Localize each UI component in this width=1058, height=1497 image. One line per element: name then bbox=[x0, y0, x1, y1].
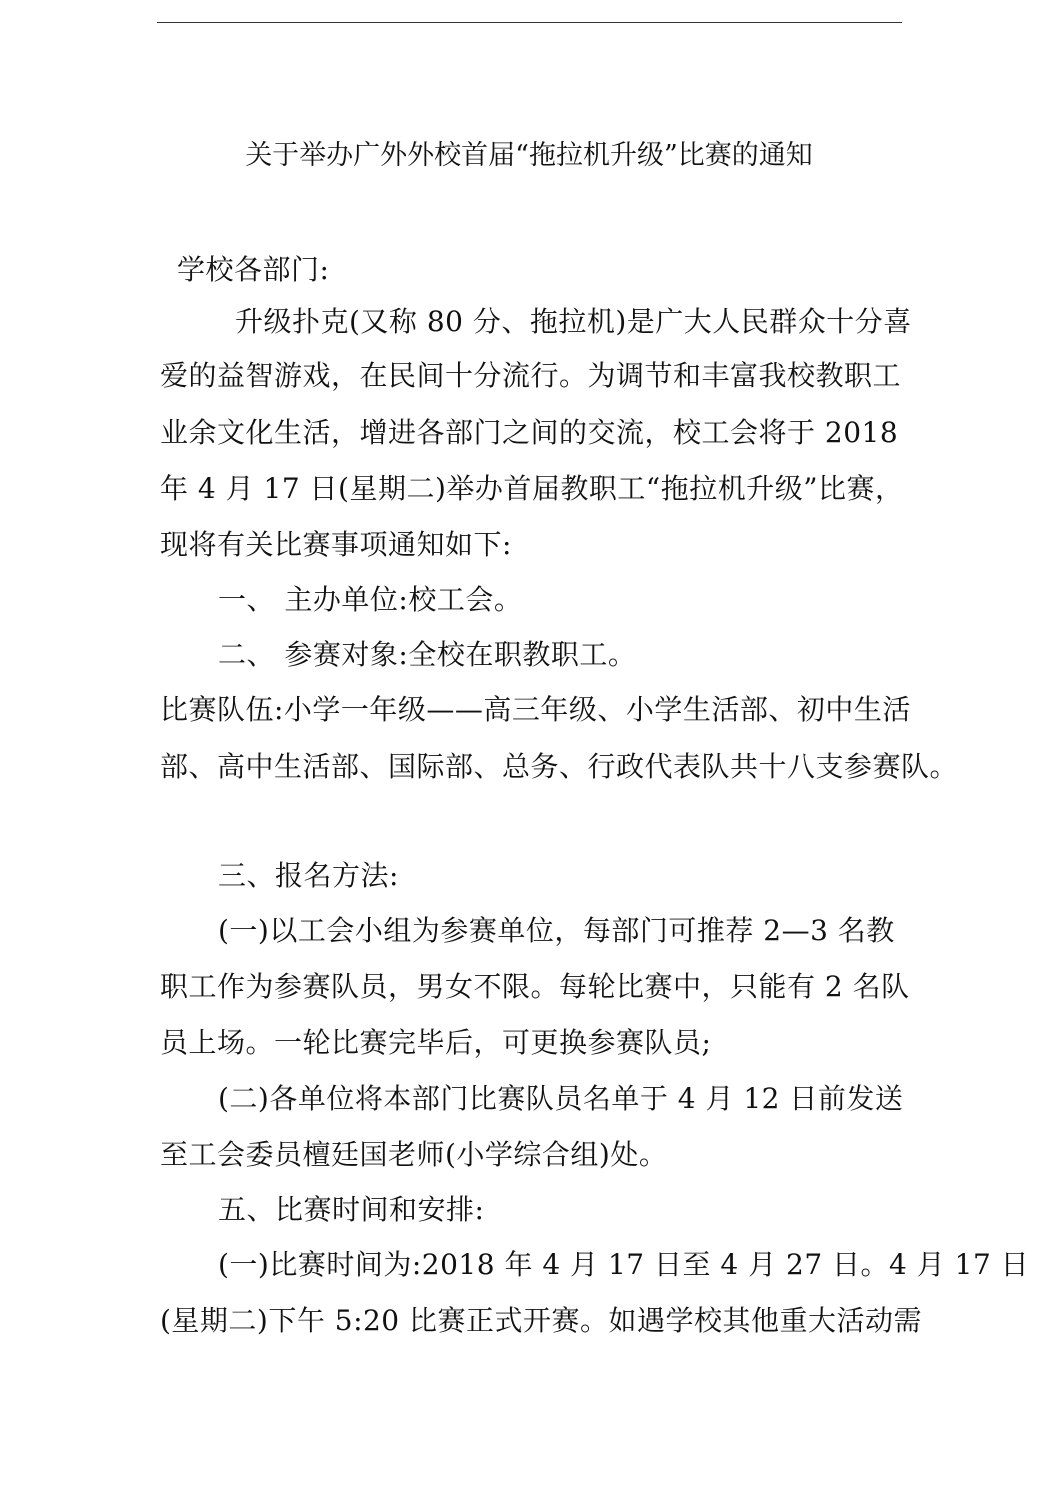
body-line-reg-3: 员上场。一轮比赛完毕后，可更换参赛队员; bbox=[160, 1026, 712, 1059]
section-participants: 二、 参赛对象:全校在职教职工。 bbox=[218, 638, 637, 671]
body-line-3: 业余文化生活，增进各部门之间的交流，校工会将于 2018 bbox=[160, 416, 899, 449]
section-schedule: 五、比赛时间和安排: bbox=[218, 1193, 485, 1226]
body-line-1: 升级扑克(又称 80 分、拖拉机)是广大人民群众十分喜 bbox=[235, 305, 912, 338]
body-line-sched-1: (一)比赛时间为:2018 年 4 月 17 日至 4 月 27 日。4 月 17 日 bbox=[218, 1248, 1030, 1281]
body-line-4: 年 4 月 17 日(星期二)举办首届教职工“拖拉机升级”比赛， bbox=[160, 472, 904, 505]
section-registration: 三、报名方法: bbox=[218, 859, 399, 892]
header-rule bbox=[157, 22, 902, 23]
salutation: 学校各部门: bbox=[177, 253, 330, 286]
body-line-5: 现将有关比赛事项通知如下: bbox=[160, 528, 512, 561]
section-organizer: 一、 主办单位:校工会。 bbox=[218, 583, 523, 616]
document-title: 关于举办广外外校首届“拖拉机升级”比赛的通知 bbox=[245, 140, 813, 171]
body-line-reg-2: 职工作为参赛队员，男女不限。每轮比赛中，只能有 2 名队 bbox=[160, 970, 910, 1003]
body-line-reg-4: (二)各单位将本部门比赛队员名单于 4 月 12 日前发送 bbox=[218, 1082, 904, 1115]
body-line-2: 爱的益智游戏，在民间十分流行。为调节和丰富我校教职工 bbox=[160, 359, 902, 392]
body-line-reg-5: 至工会委员檀廷国老师(小学综合组)处。 bbox=[160, 1138, 668, 1171]
body-line-reg-1: (一)以工会小组为参赛单位，每部门可推荐 2—3 名教 bbox=[218, 914, 895, 947]
body-line-sched-2: (星期二)下午 5:20 比赛正式开赛。如遇学校其他重大活动需 bbox=[160, 1304, 923, 1337]
body-line-teams-1: 比赛队伍:小学一年级——高三年级、小学生活部、初中生活 bbox=[160, 693, 911, 726]
body-line-teams-2: 部、高中生活部、国际部、总务、行政代表队共十八支参赛队。 bbox=[160, 750, 959, 783]
